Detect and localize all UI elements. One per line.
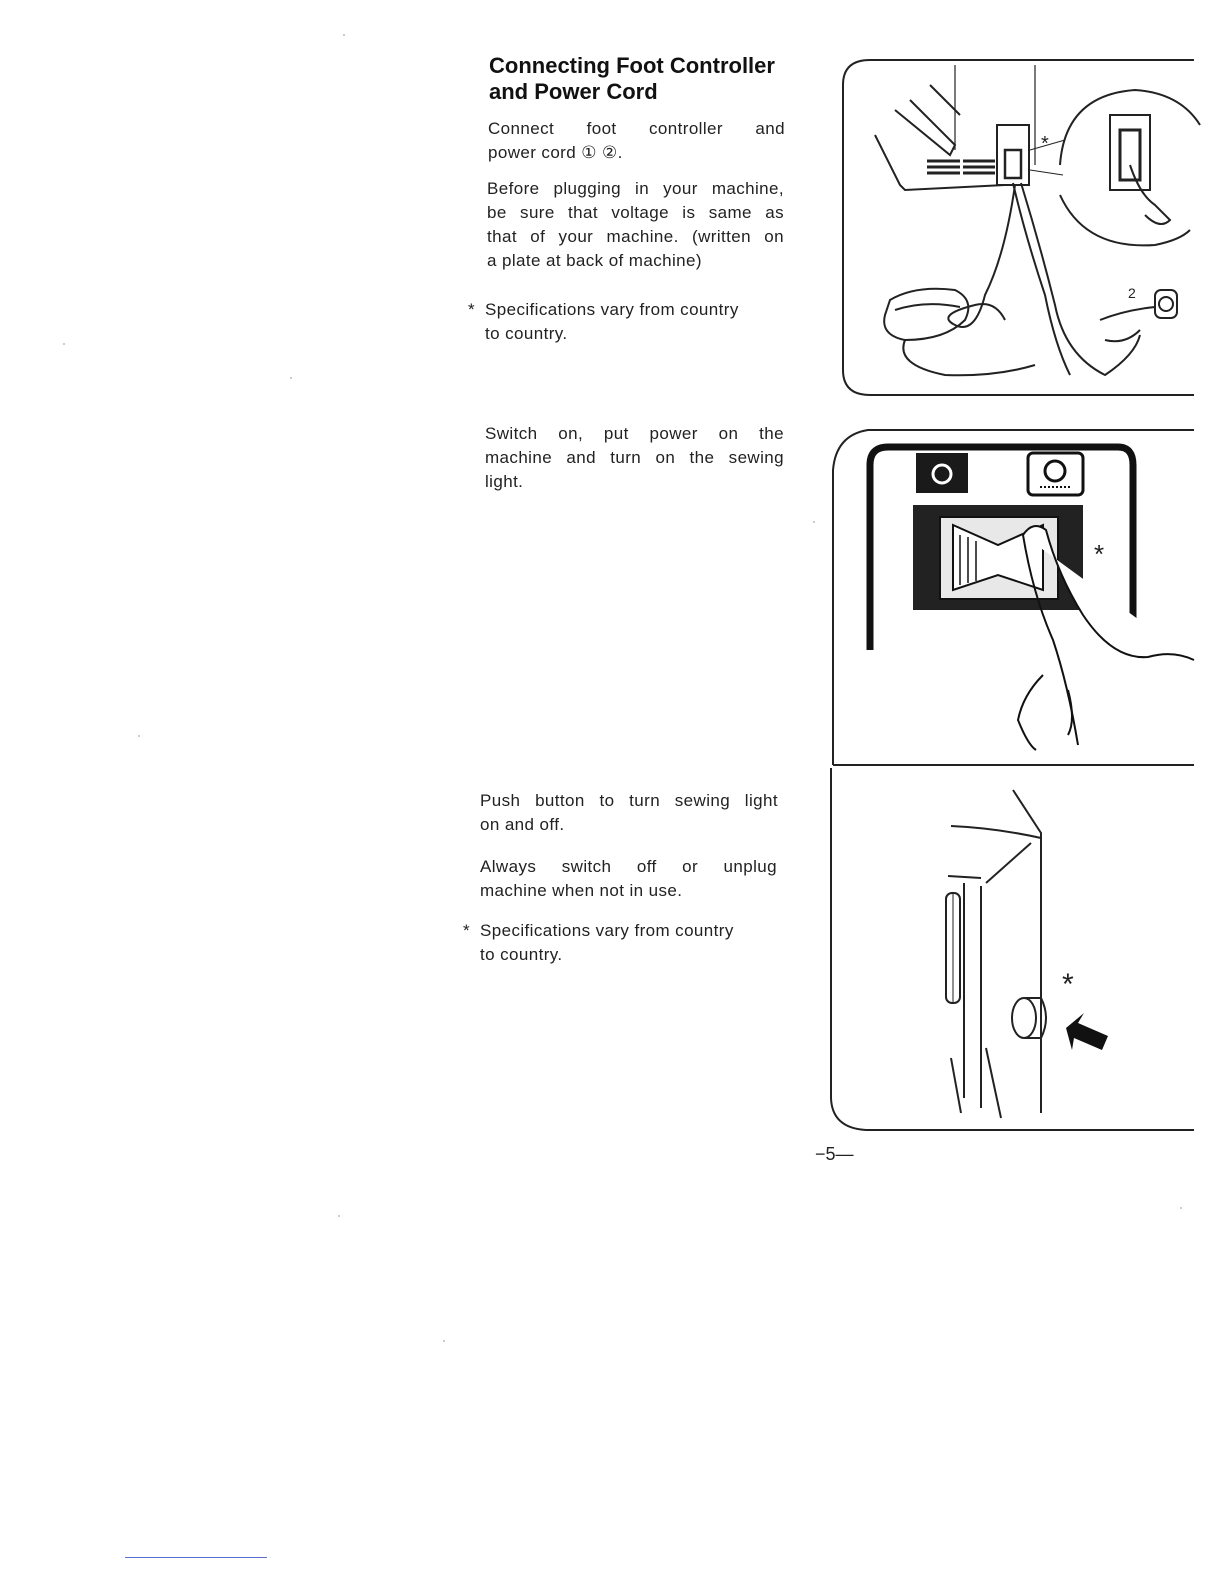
scan-speck: [443, 1340, 445, 1342]
switch-on-paragraph: [485, 422, 784, 494]
note-asterisk: *: [468, 300, 476, 319]
power-switch-illustration: [828, 425, 1224, 770]
switchoff-line1: Always switch off or unplug: [480, 857, 777, 876]
scan-speck: [343, 34, 345, 36]
figure-asterisk: *: [1094, 539, 1105, 569]
voltage-line1: Before plugging in your machine,: [487, 179, 784, 198]
push-line1: Push button to turn sewing light: [480, 791, 778, 810]
outlet-number-label: 2: [1128, 285, 1136, 301]
note-line1: Specifications vary from country: [485, 300, 739, 319]
switch-line2: machine and turn on the sewing: [485, 448, 784, 467]
note-line1: Specifications vary from country: [480, 921, 734, 940]
scan-speck: [813, 521, 815, 523]
section-title-line1: Connecting Foot Controller: [489, 53, 775, 78]
light-button-illustration: [826, 768, 1224, 1135]
scan-speck: [338, 1215, 340, 1217]
section-title: [489, 53, 799, 105]
specifications-note-1: [468, 298, 785, 346]
note-line2: to country.: [485, 324, 568, 343]
voltage-line4: a plate at back of machine): [487, 251, 702, 270]
note-line2: to country.: [480, 945, 563, 964]
figure-asterisk: *: [1062, 968, 1074, 1001]
specifications-note-2: [463, 919, 780, 967]
page-number: −5—: [815, 1144, 854, 1164]
scan-speck: [138, 735, 140, 737]
note-asterisk: *: [463, 921, 471, 940]
switchoff-line2: machine when not in use.: [480, 881, 683, 900]
foot-controller-illustration: [835, 55, 1224, 400]
switch-off-paragraph: [480, 855, 777, 903]
connect-line2: power cord ① ②.: [488, 143, 623, 162]
connect-line1: Connect foot controller and: [488, 119, 785, 138]
scan-speck: [290, 377, 292, 379]
figure-asterisk: *: [1041, 133, 1049, 155]
switch-line3: light.: [485, 472, 524, 491]
switch-line1: Switch on, put power on the: [485, 424, 784, 443]
scan-speck: [1180, 1207, 1182, 1209]
push-line2: on and off.: [480, 815, 565, 834]
section-title-line2: and Power Cord: [489, 79, 658, 104]
scan-speck: [63, 343, 65, 345]
push-button-paragraph: [480, 789, 778, 837]
voltage-line2: be sure that voltage is same as: [487, 203, 784, 222]
voltage-line3: that of your machine. (written on: [487, 227, 784, 246]
voltage-paragraph: [487, 177, 784, 273]
bottom-rule: [125, 1557, 267, 1558]
connect-paragraph: [488, 117, 785, 165]
